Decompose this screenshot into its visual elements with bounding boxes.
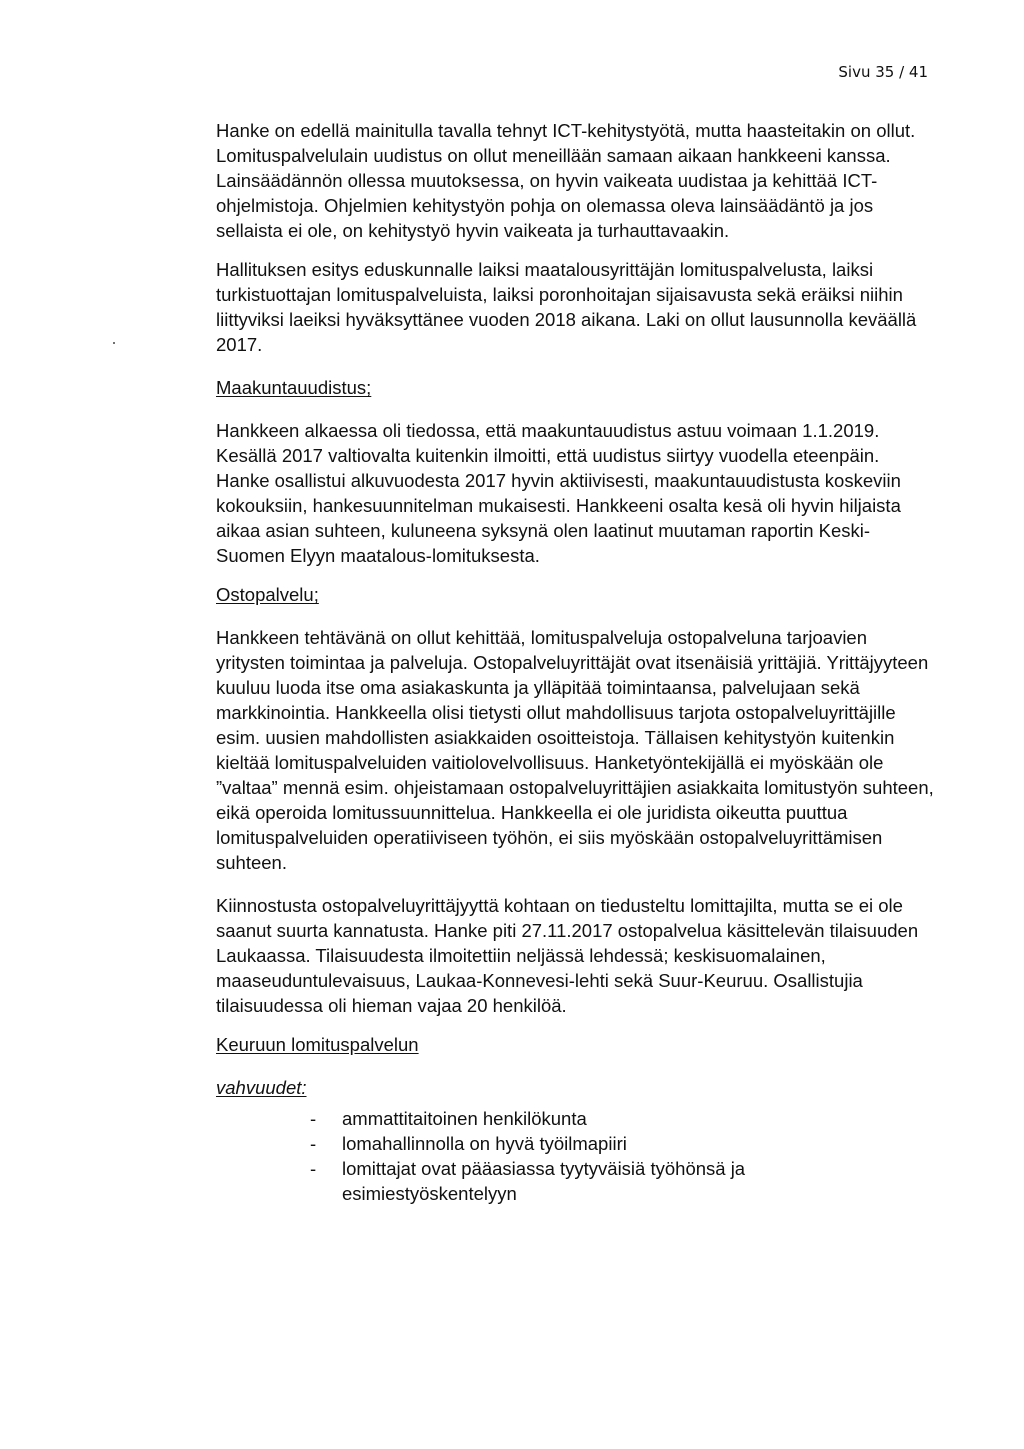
scan-speck — [113, 342, 115, 344]
paragraph-government-bill: Hallituksen esitys eduskunnalle laiksi maatalousyrittäjän lomituspalvelusta, laiksi turkistuottajan lomituspalveluista, laiksi poronhoitajan sijaisavusta sekä eräiksi niihin liittyviksi laeiksi hyväksyttänee vuoden 2018 aikana. Laki on ollut lausunnolla keväällä 2017. — [216, 259, 917, 355]
dash-bullet: - — [310, 1133, 317, 1154]
list-item-text: lomittajat ovat pääasiassa tyytyväisiä työhönsä ja esimiestyöskentelyyn — [342, 1158, 746, 1204]
list-item-text: lomahallinnolla on hyvä työilmapiiri — [342, 1133, 627, 1154]
strengths-list — [216, 1106, 936, 1206]
heading-keuruu-service: Keuruun lomituspalvelun — [216, 1034, 419, 1055]
paragraph-purchased-service: Hankkeen tehtävänä on ollut kehittää, lomituspalveluja ostopalveluna tarjoavien yritysten toimintaa ja palveluja. Ostopalveluyrittäjät ovat itsenäisiä yrittäjiä. Yrittäjyyteen kuuluu luoda itse oma asiakaskunta ja ylläpitää toimintaansa, palvelujaan sekä markkinointia. Hankkeella olisi tietysti ollut mahdollisuus tarjota ostopalveluyrittäjille esim. uusien mahdollisten asiakkaiden osoitteistoja. Tällaisen kehitystyön kuitenkin kieltää lomituspalveluiden vaitiolovelvollisuus. Hanketyöntekijällä ei myöskään ole ”valtaa” mennä esim. ohjeistamaan ostopalveluyrittäjien asiakkaita lomitustyön suhteen, eikä operoida lomitussuunnittelua. Hankkeella ei ole juridista oikeutta puuttua lomituspalveluiden operatiiviseen työhön, ei siis myöskään ostopalveluyrittämisen suhteen. — [216, 627, 934, 873]
list-item — [216, 1131, 936, 1156]
list-item-text: ammattitaitoinen henkilökunta — [342, 1108, 587, 1129]
paragraph-regional-reform: Hankkeen alkaessa oli tiedossa, että maakuntauudistus astuu voimaan 1.1.2019. Kesällä 2017 valtiovalta kuitenkin ilmoitti, että uudistus siirtyy vuodella eteenpäin. Hanke osallistui alkuvuodesta 2017 hyvin aktiivisesti, maakuntauudistusta koskeviin kokouksiin, hankesuunnitelman mukaisesti. Hankkeeni osalta kesä oli hyvin hiljaista aikaa asian suhteen, kuluneena syksynä olen laatinut muutaman raportin Keski-Suomen Elyyn maatalous-lomituksesta. — [216, 420, 901, 566]
heading-purchased-service: Ostopalvelu; — [216, 584, 319, 605]
list-item — [216, 1156, 936, 1206]
dash-bullet: - — [310, 1158, 317, 1179]
heading-strengths: vahvuudet: — [216, 1077, 307, 1098]
heading-regional-reform: Maakuntauudistus; — [216, 377, 372, 398]
dash-bullet: - — [310, 1108, 317, 1129]
paragraph-ict-development: Hanke on edellä mainitulla tavalla tehnyt ICT-kehitystyötä, mutta haasteitakin on ollut. Lomituspalvelulain uudistus on ollut meneillään samaan aikaan hankkeeni kanssa. Lainsäädännön ollessa muutoksessa, on hyvin vaikeata uudistaa ja kehittää ICT-ohjelmistoja. Ohjelmien kehitystyön pohja on olemassa oleva lainsäädäntö ja jos sellaista ei ole, on kehitystyö hyvin vaikeata ja turhauttavaakin. — [216, 120, 916, 241]
list-item — [216, 1106, 936, 1131]
page-number: Sivu 35 / 41 — [838, 63, 928, 81]
paragraph-interest-survey: Kiinnostusta ostopalveluyrittäjyyttä kohtaan on tiedusteltu lomittajilta, mutta se ei ole saanut suurta kannatusta. Hanke piti 27.11.2017 ostopalvelua käsittelevän tilaisuuden Laukaassa. Tilaisuudesta ilmoitettiin neljässä lehdessä; keskisuomalainen, maaseuduntulevaisuus, Laukaa-Konnevesi-lehti sekä Suur-Keuruu. Osallistujia tilaisuudessa oli hieman vajaa 20 henkilöä. — [216, 895, 919, 1016]
document-body — [216, 118, 936, 1206]
